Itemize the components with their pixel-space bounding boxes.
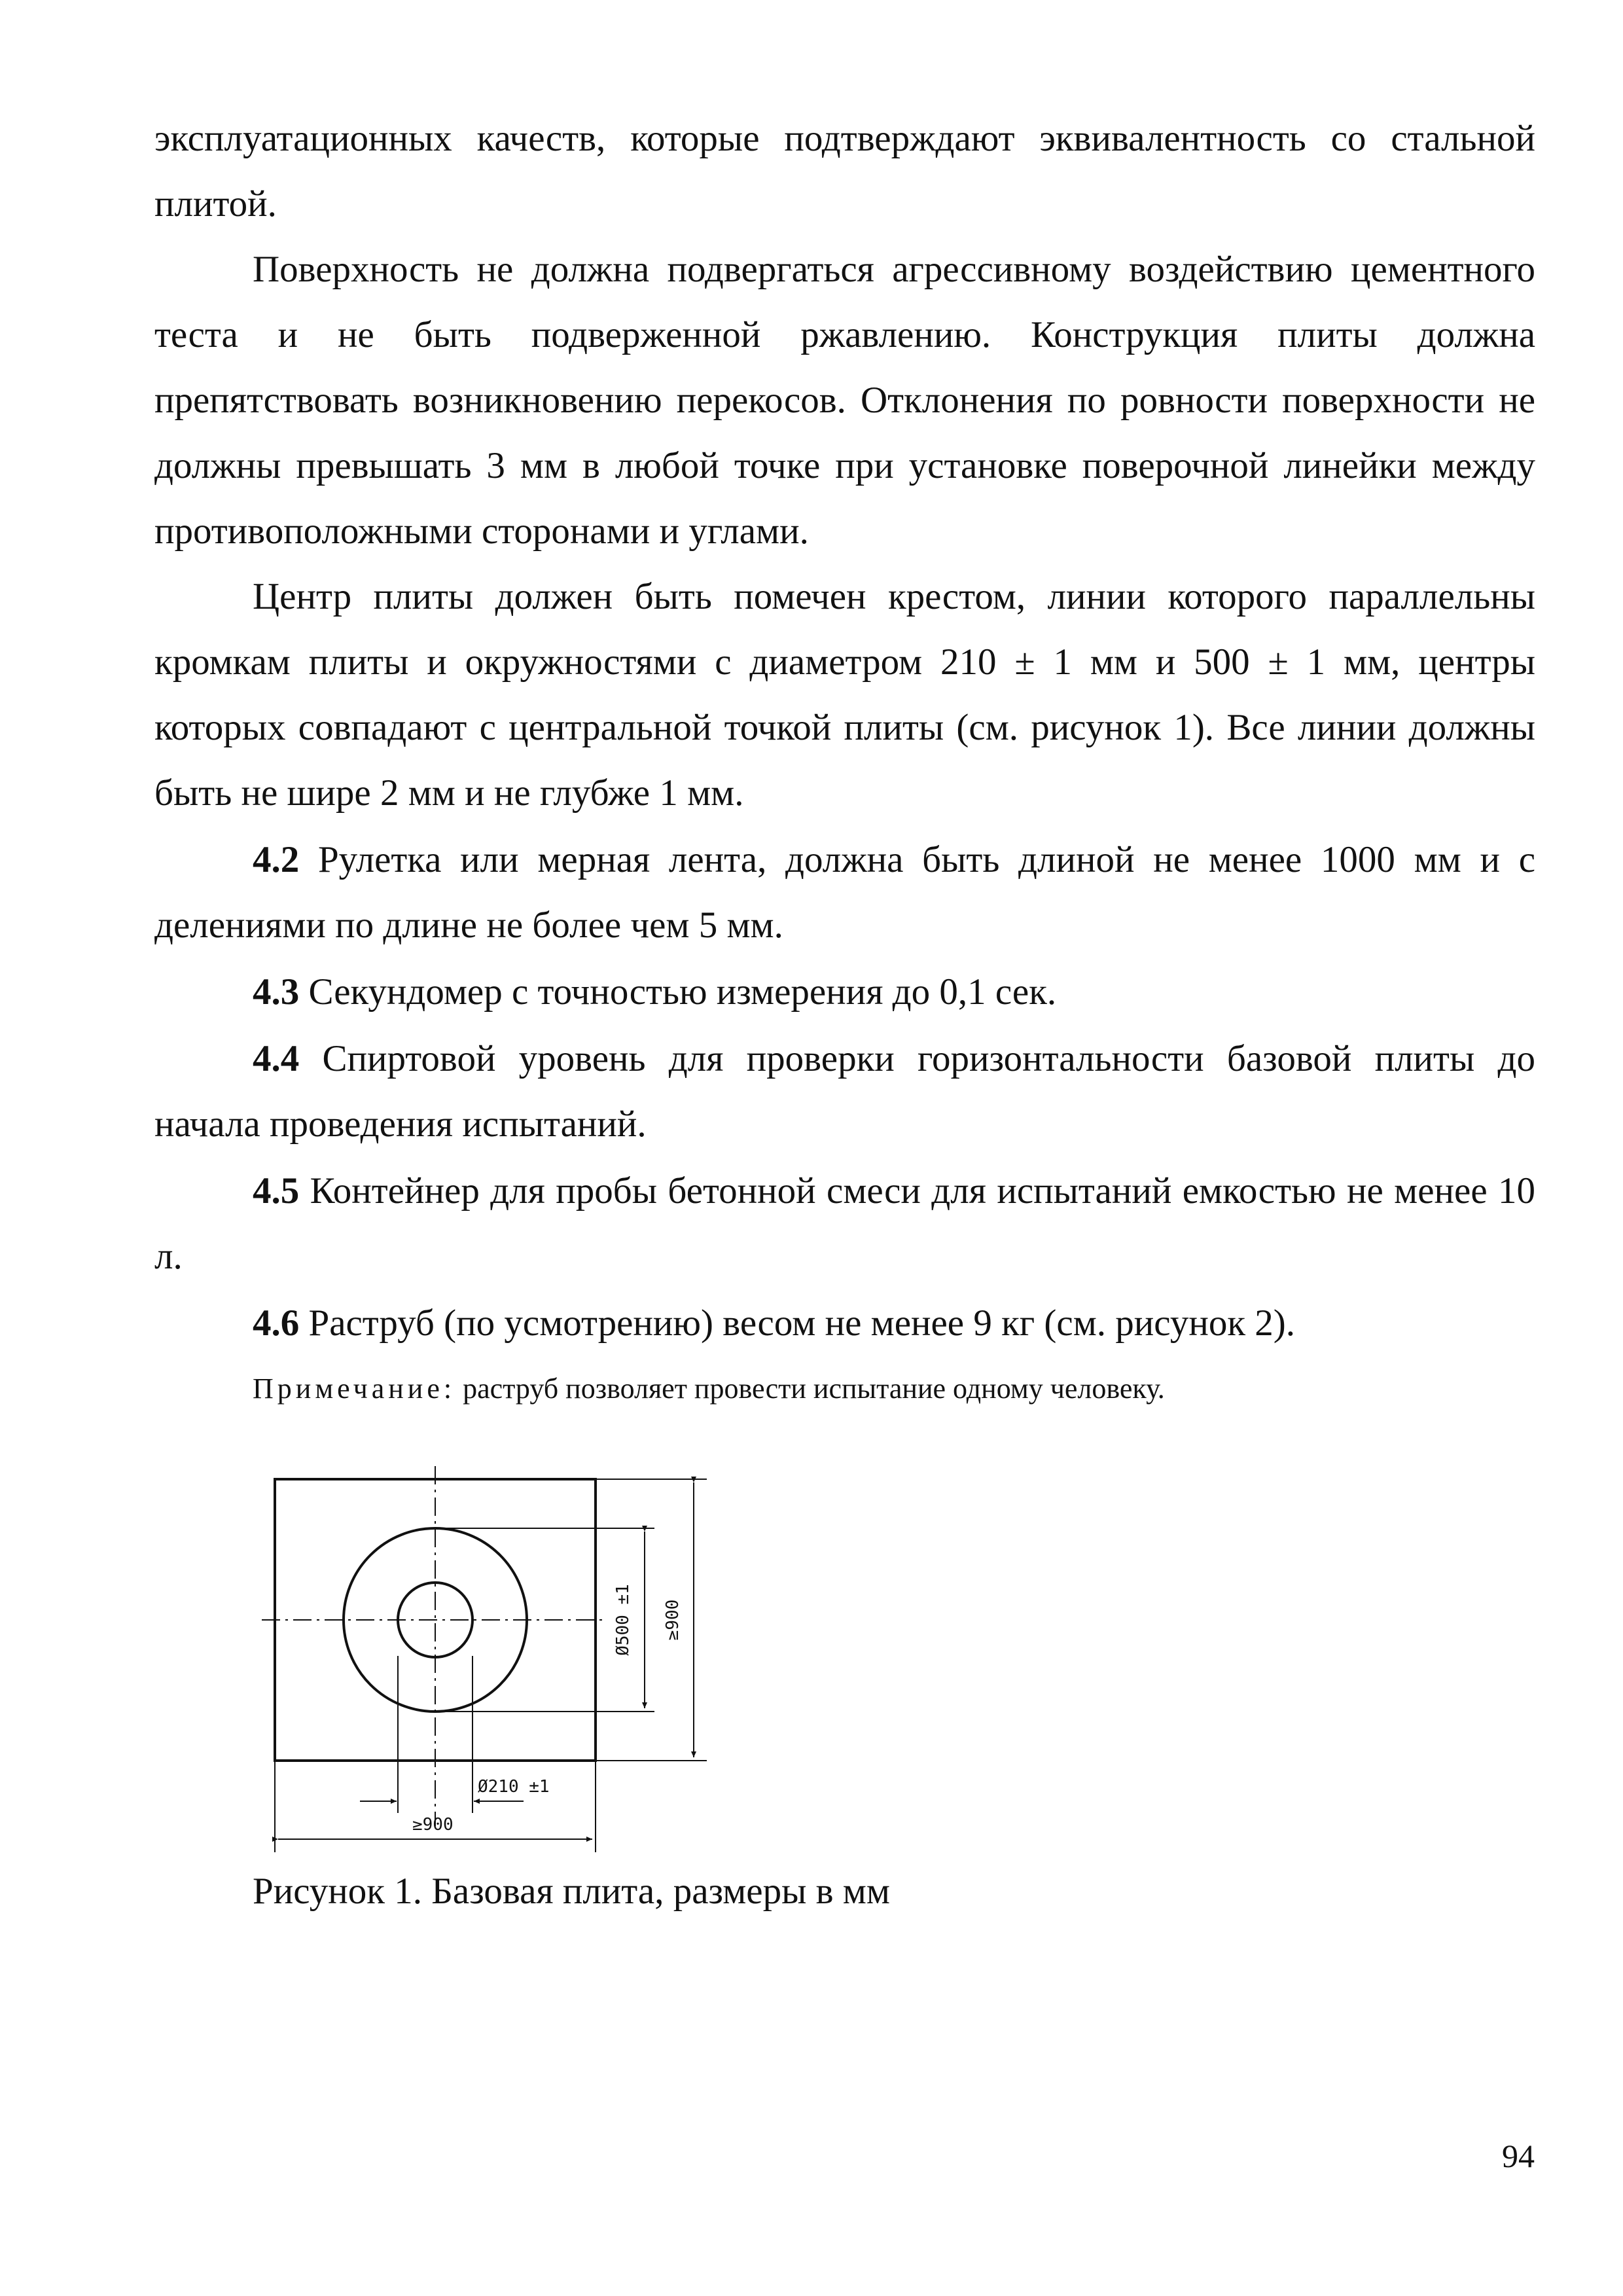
dimension-label-outer-diameter: Ø500 ±1 bbox=[613, 1584, 633, 1656]
item-number: 4.3 bbox=[253, 971, 300, 1013]
note-label: Примечание: bbox=[253, 1372, 456, 1405]
item-text: Раструб (по усмотрению) весом не менее 9 кг (см. рисунок 2). bbox=[299, 1302, 1295, 1344]
dimension-label-inner-diameter: Ø210 ±1 bbox=[478, 1777, 550, 1797]
body-text bbox=[154, 106, 1535, 1356]
dimension-label-width: ≥900 bbox=[412, 1815, 454, 1835]
list-item-4-2 bbox=[154, 827, 1535, 958]
item-number: 4.6 bbox=[253, 1302, 300, 1344]
base-plate-drawing bbox=[249, 1460, 740, 1865]
figure-caption: Рисунок 1. Базовая плита, размеры в мм bbox=[253, 1871, 890, 1912]
item-text: Контейнер для пробы бетонной смеси для испытаний емкостью не менее 10 л. bbox=[154, 1170, 1535, 1277]
item-text: Рулетка или мерная лента, должна быть длиной не менее 1000 мм и с делениями по длине не более чем 5 мм. bbox=[154, 839, 1535, 946]
item-number: 4.4 bbox=[253, 1038, 300, 1079]
item-text: Секундомер с точностью измерения до 0,1 сек. bbox=[299, 971, 1057, 1013]
dimension-label-height: ≥900 bbox=[663, 1599, 683, 1641]
list-item-4-4 bbox=[154, 1026, 1535, 1157]
note bbox=[253, 1369, 1165, 1408]
paragraph-center-marking: Центр плиты должен быть помечен крестом, линии которого параллельны кромкам плиты и окружностями с диаметром 210 ± 1 мм и 500 ± 1 мм, центры которых совпадают с центральной точкой плиты (см. рисунок 1). Все линии должны быть не шире 2 мм и не глубже 1 мм. bbox=[154, 576, 1535, 814]
figure-base-plate bbox=[249, 1460, 740, 1865]
note-text: раструб позволяет провести испытание одному человеку. bbox=[455, 1372, 1165, 1405]
item-number: 4.5 bbox=[253, 1170, 300, 1211]
list-item-4-5 bbox=[154, 1158, 1535, 1289]
item-number: 4.2 bbox=[253, 839, 300, 880]
page-number: 94 bbox=[1502, 2138, 1535, 2174]
paragraph-continuation: эксплуатационных качеств, которые подтверждают эквивалентность со стальной плитой. bbox=[154, 118, 1535, 224]
paragraph-surface-requirements: Поверхность не должна подвергаться агрессивному воздействию цементного теста и не быть подверженной ржавлению. Конструкция плиты должна препятствовать возникновению перекосов. Отклонения по ровности поверхности не должны превышать 3 мм в любой точке при установке поверочной линейки между противоположными сторонами и углами. bbox=[154, 249, 1535, 552]
item-text: Спиртовой уровень для проверки горизонтальности базовой плиты до начала проведения испытаний. bbox=[154, 1038, 1535, 1145]
list-item-4-6 bbox=[154, 1291, 1535, 1356]
list-item-4-3 bbox=[154, 960, 1535, 1025]
